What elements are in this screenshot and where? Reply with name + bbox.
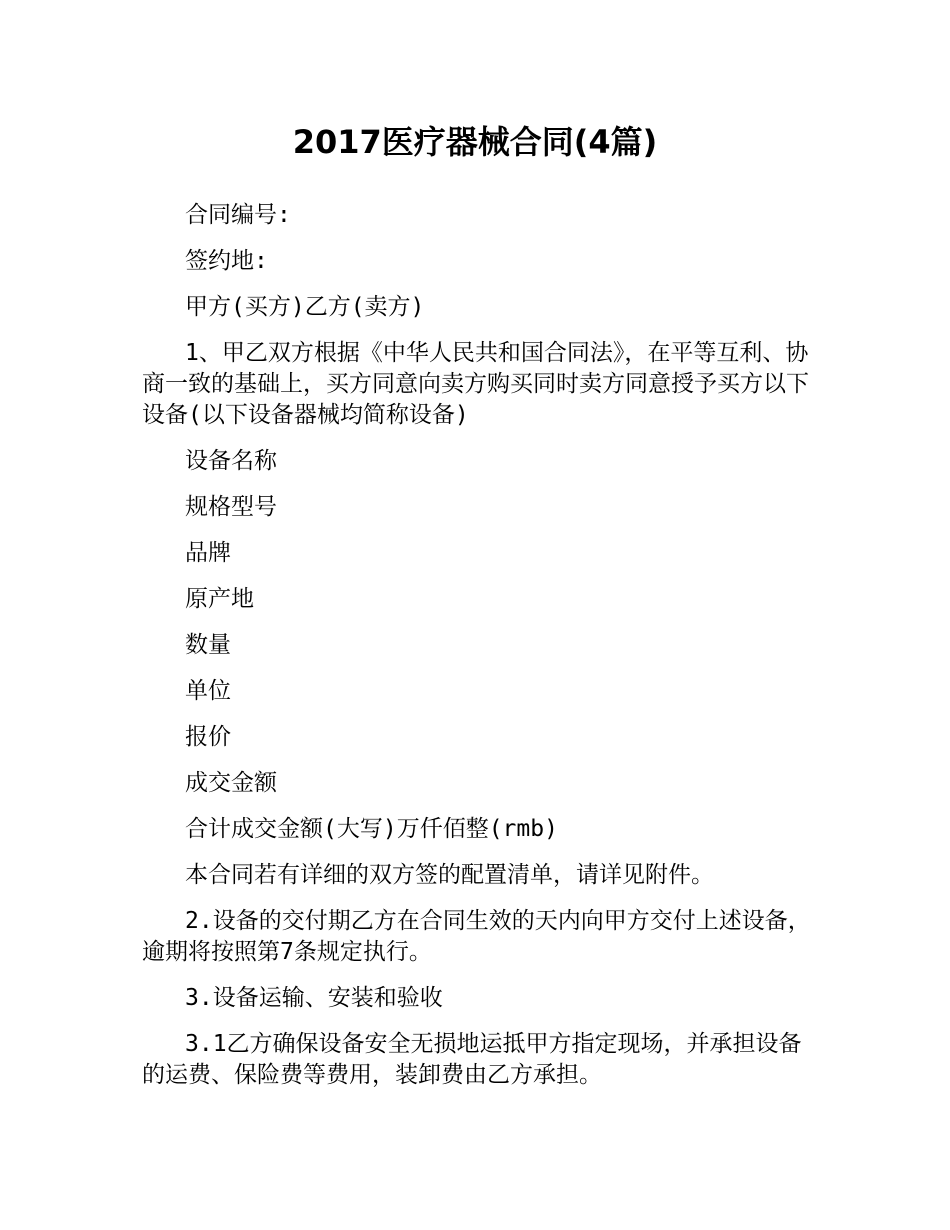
document-body <box>142 200 812 1106</box>
clause-1-paragraph: 1、甲乙双方根据《中华人民共和国合同法》，在平等互利、协商一致的基础上，买方同意向卖方购买同时卖方同意授予买方以下设备(以下设备器械均简称设备) <box>142 340 809 428</box>
unit-field: 单位 <box>185 678 231 704</box>
total-amount-line: 合计成交金额(大写)万仟佰整(rmb) <box>185 816 558 842</box>
clause-2-paragraph: 2.设备的交付期乙方在合同生效的天内向甲方交付上述设备，逾期将按照第7条规定执行。 <box>142 908 811 965</box>
contract-number-line: 合同编号: <box>185 202 291 228</box>
quantity-field: 数量 <box>185 632 231 658</box>
clause-3-heading: 3.设备运输、安装和验收 <box>185 985 443 1011</box>
clause-3-1-paragraph: 3.1乙方确保设备安全无损地运抵甲方指定现场，并承担设备的运费、保险费等费用，装卸费由乙方承担。 <box>142 1031 802 1088</box>
equipment-name-field: 设备名称 <box>185 448 277 474</box>
origin-field: 原产地 <box>185 586 254 612</box>
spec-model-field: 规格型号 <box>185 494 277 520</box>
signing-place-line: 签约地: <box>185 248 268 274</box>
brand-field: 品牌 <box>185 540 231 566</box>
deal-amount-field: 成交金额 <box>185 770 277 796</box>
document-title: 2017医疗器械合同(4篇) <box>292 123 658 161</box>
quote-field: 报价 <box>185 724 231 750</box>
attachment-note: 本合同若有详细的双方签的配置清单，请详见附件。 <box>185 862 714 888</box>
parties-line: 甲方(买方)乙方(卖方) <box>185 294 425 320</box>
